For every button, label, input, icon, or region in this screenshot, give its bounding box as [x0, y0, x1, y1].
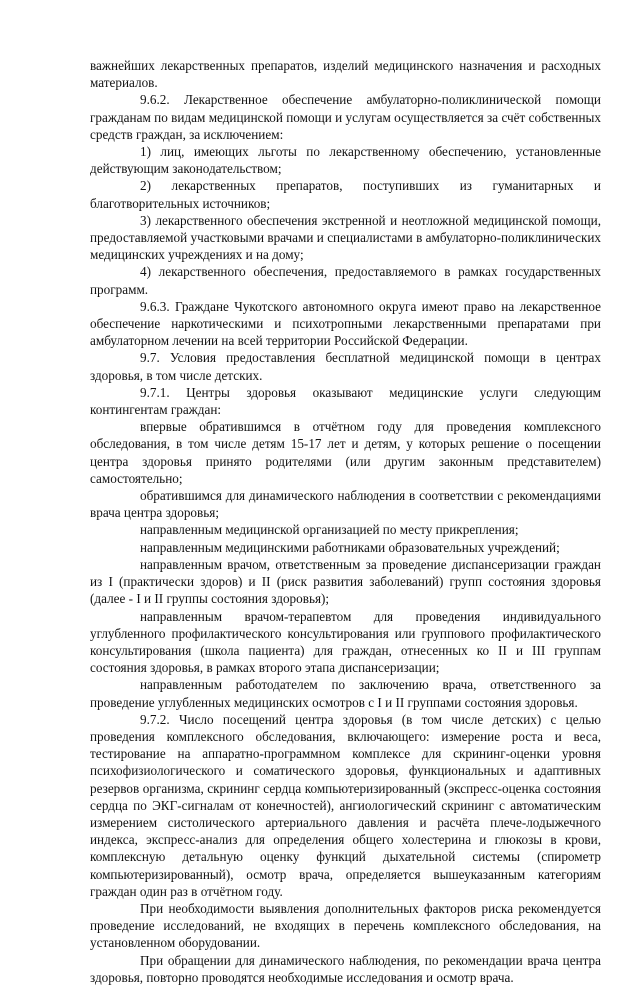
- paragraph-9-7-2: 9.7.2. Число посещений центра здоровья (в том числе детских) с целью проведения комплексного обследования, включающего: измерение роста и веса, тестирование на аппаратно-программном комплексе для скрининг-оценки уровня психофизиологического и соматического здоровья, функциональных и адаптивных резервов организма, скрининг сердца компьютеризированный (экспресс-оценка состояния сердца по ЭКГ-сигналам от конечностей), ангиологический скрининг с автоматическим измерением систолического артериального давления и расчёта плече-лодыжечного индекса, экспресс-анализ для определения общего холестерина и глюкозы в крови, комплексную детальную оценку функций дыхательной системы (спирометр компьютеризированный), осмотр врача, определяется вышеуказанным категориям граждан один раз в отчётном году.: [90, 711, 601, 899]
- list-item-1: 1) лиц, имеющих льготы по лекарственному обеспечению, установленные действующим законодательством;: [90, 144, 601, 177]
- paragraph-9-6-2: 9.6.2. Лекарственное обеспечение амбулаторно-поликлинической помощи гражданам по видам медицинской помощи и услугам осуществляется за счёт собственных средств граждан, за исключением:: [90, 92, 601, 142]
- list-item-2: 2) лекарственных препаратов, поступивших из гуманитарных и благотворительных источников;: [90, 178, 601, 211]
- section-heading-9-7: 9.7. Условия предоставления бесплатной медицинской помощи в центрах здоровья, в том числе детских.: [90, 350, 601, 383]
- list-item-3: 3) лекарственного обеспечения экстренной и неотложной медицинской помощи, предоставляемой участковыми врачами и специалистами в амбулаторно-поликлинических медицинских учреждениях и на дому;: [90, 212, 601, 263]
- contingent-item: направленным медицинскими работниками образовательных учреждений;: [140, 539, 560, 555]
- list-item-4: 4) лекарственного обеспечения, предоставляемого в рамках государственных программ.: [90, 264, 601, 297]
- contingent-item: направленным медицинской организацией по месту прикрепления;: [140, 522, 519, 538]
- contingent-item: обратившимся для динамического наблюдения в соответствии с рекомендациями врача центра здоровья;: [90, 488, 601, 521]
- contingent-item: направленным врачом, ответственным за проведение диспансеризации граждан из I (практически здоров) и II (риск развития заболеваний) групп состояния здоровья (далее - I и II группы состояния здоровья);: [90, 556, 601, 607]
- paragraph-additional-risk: При необходимости выявления дополнительных факторов риска рекомендуется проведение исследований, не входящих в перечень комплексного обследования, на установленном оборудовании.: [90, 900, 601, 951]
- paragraph-materials: важнейших лекарственных препаратов, изделий медицинского назначения и расходных материалов.: [90, 58, 601, 91]
- document-page: [90, 57, 601, 986]
- paragraph-9-6-3: 9.6.3. Граждане Чукотского автономного округа имеют право на лекарственное обеспечение наркотическими и психотропными лекарственными препаратами при амбулаторном лечении на всей территории Российской Федерации.: [90, 298, 601, 349]
- contingent-item: впервые обратившимся в отчётном году для проведения комплексного обследования, в том числе детям 15-17 лет и детям, у которых решение о посещении центра здоровья принято родителями (или другим законным представителем) самостоятельно;: [90, 419, 601, 486]
- paragraph-dynamic-observation: При обращении для динамического наблюдения, по рекомендации врача центра здоровья, повторно проводятся необходимые исследования и осмотр врача.: [90, 952, 601, 985]
- paragraph-9-7-1: 9.7.1. Центры здоровья оказывают медицинские услуги следующим контингентам граждан:: [90, 384, 601, 418]
- contingent-item: направленным врачом-терапевтом для проведения индивидуального углубленного профилактического консультирования или группового профилактического консультирования (школа пациента) для граждан, отнесенных ко II и III группам состояния здоровья, в рамках второго этапа диспансеризации;: [90, 608, 601, 676]
- contingent-item: направленным работодателем по заключению врача, ответственного за проведение углубленных медицинских осмотров с I и II группами состояния здоровья.: [90, 677, 601, 710]
